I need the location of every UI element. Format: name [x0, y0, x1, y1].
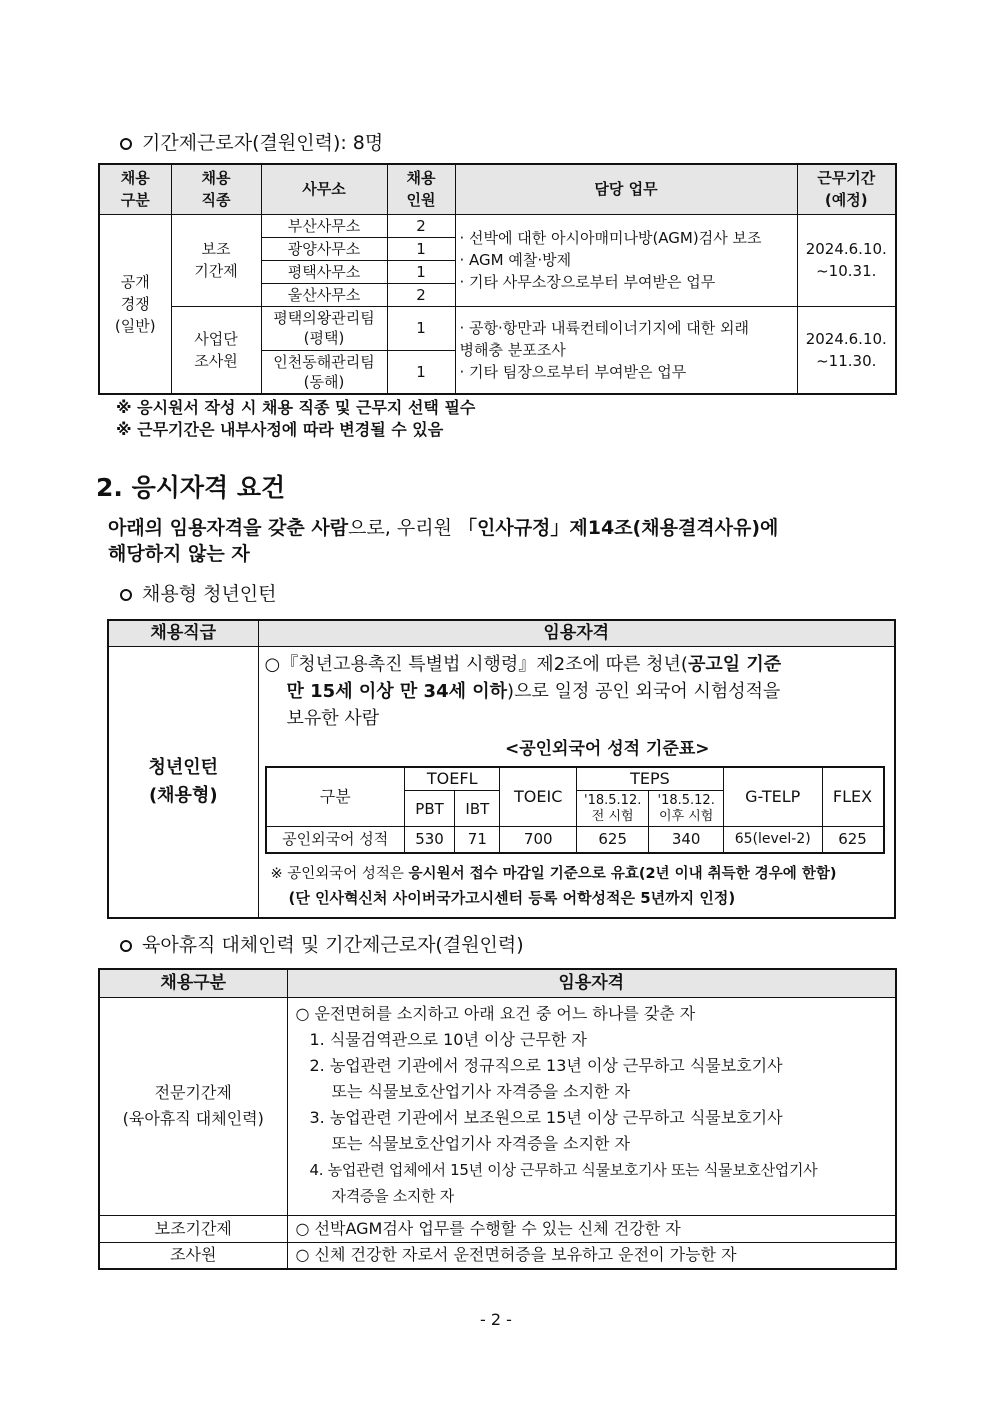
qual-item: 4. 농업관련 업체에서 15년 이상 근무하고 식물보호기사 또는 식물보호산업기사 자격증을 소지한 자: [309, 1161, 818, 1205]
header-cell: 임용자격: [287, 969, 896, 997]
score-header-cell: 구분: [266, 767, 405, 827]
count-cell: 1: [387, 260, 455, 283]
score-header-cell: TOEIC: [500, 767, 576, 827]
score-header-cell: G-TELP: [723, 767, 822, 827]
qual-cell: ○ 선박AGM검사 업무를 수행할 수 있는 신체 건강한 자: [287, 1215, 896, 1242]
score-header-cell: '18.5.12. 이후 시험: [649, 791, 723, 827]
qual-item: 2. 농업관련 기관에서 정규직으로 13년 이상 근무하고 식물보호기사 또는 식물보호산업기사 자격증을 소지한 자: [309, 1056, 783, 1101]
circle-bullet-icon: [120, 589, 132, 601]
header-cell: 채용 인원: [387, 164, 455, 214]
section-title: 2. 응시자격 요건: [96, 473, 286, 502]
page-number: - 2 -: [480, 1310, 512, 1329]
header-cell: 채용 구분: [99, 164, 171, 214]
table-row: [99, 306, 896, 350]
score-table: [265, 766, 885, 854]
score-note-bold: 응시원서 접수 마감일 기준으로 유효(2년 이내 취득한 경우에 한함): [408, 865, 837, 882]
intern-qual-cell: [258, 646, 895, 918]
office-cell: 인천동해관리팀 (동해): [261, 350, 387, 394]
table-row: [99, 997, 896, 1215]
category-cell: 전문기간제 (육아휴직 대체인력): [99, 997, 287, 1215]
intern-table: [107, 619, 896, 919]
note-line: ※ 응시원서 작성 시 채용 직종 및 근무지 선택 필수: [116, 398, 476, 417]
intro-bold-text: 아래의 임용자격을 갖춘 사람: [108, 517, 349, 539]
score-note-text: ※ 공인외국어 성적은: [270, 865, 409, 882]
subheading-text: 채용형 청년인턴: [142, 583, 277, 605]
count-cell: 2: [387, 283, 455, 306]
header-cell: 담당 업무: [455, 164, 797, 214]
section-heading-text: 기간제근로자(결원인력): 8명: [142, 132, 384, 154]
score-value: 340: [649, 827, 723, 853]
count-cell: 1: [387, 350, 455, 394]
office-cell: 울산사무소: [261, 283, 387, 306]
header-cell: 채용직급: [108, 620, 258, 646]
office-cell: 평택의왕관리팀 (평택): [261, 306, 387, 350]
score-value: 625: [822, 827, 883, 853]
qual-text: ○『청년고용촉진 특별법 시행령』제2조에 따른 청년(: [264, 653, 688, 675]
duties-cell: [455, 214, 797, 306]
qual-bold-text: 공고일 기준 만 15세 이상 만 34세 이하: [286, 653, 782, 702]
score-header-cell: IBT: [455, 791, 500, 827]
office-cell: 광양사무소: [261, 237, 387, 260]
table-header-row: [108, 620, 895, 646]
duty-item: · AGM 예찰·방제: [459, 251, 572, 269]
subheading-text: 육아휴직 대체인력 및 기간제근로자(결원인력): [142, 934, 524, 956]
score-value: 530: [404, 827, 454, 853]
score-header-row: [266, 767, 884, 791]
score-value: 71: [455, 827, 500, 853]
subheading-substitute: [120, 930, 524, 957]
job-cell: 보조 기간제: [171, 214, 261, 306]
circle-bullet-icon: [120, 940, 132, 952]
category-cell: 보조기간제: [99, 1215, 287, 1242]
score-row: [266, 827, 884, 853]
score-header-cell: '18.5.12. 전 시험: [576, 791, 648, 827]
table-row: [99, 214, 896, 237]
header-cell: 사무소: [261, 164, 387, 214]
score-row-label: 공인외국어 성적: [266, 827, 405, 853]
intern-qual-text: [265, 651, 891, 732]
note-line: ※ 근무기간은 내부사정에 따라 변경될 수 있음: [116, 420, 444, 439]
subheading-intern: [120, 579, 277, 606]
intro-bold-text: 「인사규정」제14조(채용결격사유)에 해당하지 않는 자: [108, 517, 779, 565]
score-header-cell: TEPS: [576, 767, 723, 791]
table-row: [99, 1242, 896, 1269]
score-value: 700: [500, 827, 576, 853]
score-value: 625: [576, 827, 648, 853]
duty-item: · 선박에 대한 아시아매미나방(AGM)검사 보조: [459, 229, 762, 247]
period-cell: 2024.6.10. ~10.31.: [797, 214, 896, 306]
qual-cell: [287, 997, 896, 1215]
header-cell: 채용 직종: [171, 164, 261, 214]
score-note: [265, 862, 891, 886]
header-cell: 채용구분: [99, 969, 287, 997]
office-cell: 평택사무소: [261, 260, 387, 283]
temp-worker-table: [98, 163, 897, 395]
table-header-row: [99, 969, 896, 997]
circle-bullet-icon: [120, 138, 132, 150]
score-header-cell: TOEFL: [404, 767, 500, 791]
count-cell: 1: [387, 306, 455, 350]
header-cell: 근무기간 (예정): [797, 164, 896, 214]
period-cell: 2024.6.10. ~11.30.: [797, 306, 896, 394]
count-cell: 1: [387, 237, 455, 260]
substitute-table: [98, 968, 897, 1270]
duty-item: · 기타 사무소장으로부터 부여받은 업무: [459, 273, 716, 291]
score-header-cell: PBT: [404, 791, 454, 827]
duties-cell: [455, 306, 797, 394]
qual-text: )으로 일정 공인 외국어 시험성적을 보유한 사람: [286, 680, 781, 729]
score-table-title: <공인외국어 성적 기준표>: [504, 738, 710, 759]
intro-paragraph: [108, 515, 898, 567]
score-header-cell: FLEX: [822, 767, 883, 827]
qual-lead: ○ 운전면허를 소지하고 아래 요건 중 어느 하나를 갖춘 자: [295, 1004, 696, 1023]
count-cell: 2: [387, 214, 455, 237]
notes: [116, 397, 475, 441]
duty-item: · 공항·항만과 내륙컨테이너기지에 대한 외래 병해충 분포조사: [459, 318, 749, 359]
score-note-2: (단 인사혁신처 사이버국가고시센터 등록 어학성적은 5년까지 인정): [288, 888, 736, 907]
job-cell: 사업단 조사원: [171, 306, 261, 394]
score-value: 65(level-2): [723, 827, 822, 853]
intro-text: 으로, 우리원: [348, 517, 458, 539]
qual-cell: ○ 신체 건강한 자로서 운전면허증을 보유하고 운전이 가능한 자: [287, 1242, 896, 1269]
table-header-row: [99, 164, 896, 214]
category-cell: 조사원: [99, 1242, 287, 1269]
duty-item: · 기타 팀장으로부터 부여받은 업무: [459, 362, 687, 381]
header-cell: 임용자격: [258, 620, 895, 646]
intern-label-cell: 청년인턴 (채용형): [108, 646, 258, 918]
hire-type-cell: 공개 경쟁 (일반): [99, 214, 171, 394]
table-row: [99, 1215, 896, 1242]
table-row: [108, 646, 895, 918]
office-cell: 부산사무소: [261, 214, 387, 237]
section-heading-temp-workers: [120, 128, 383, 155]
qual-item: 1. 식물검역관으로 10년 이상 근무한 자: [309, 1030, 587, 1049]
qual-item: 3. 농업관련 기관에서 보조원으로 15년 이상 근무하고 식물보호기사 또는 식물보호산업기사 자격증을 소지한 자: [309, 1108, 783, 1153]
